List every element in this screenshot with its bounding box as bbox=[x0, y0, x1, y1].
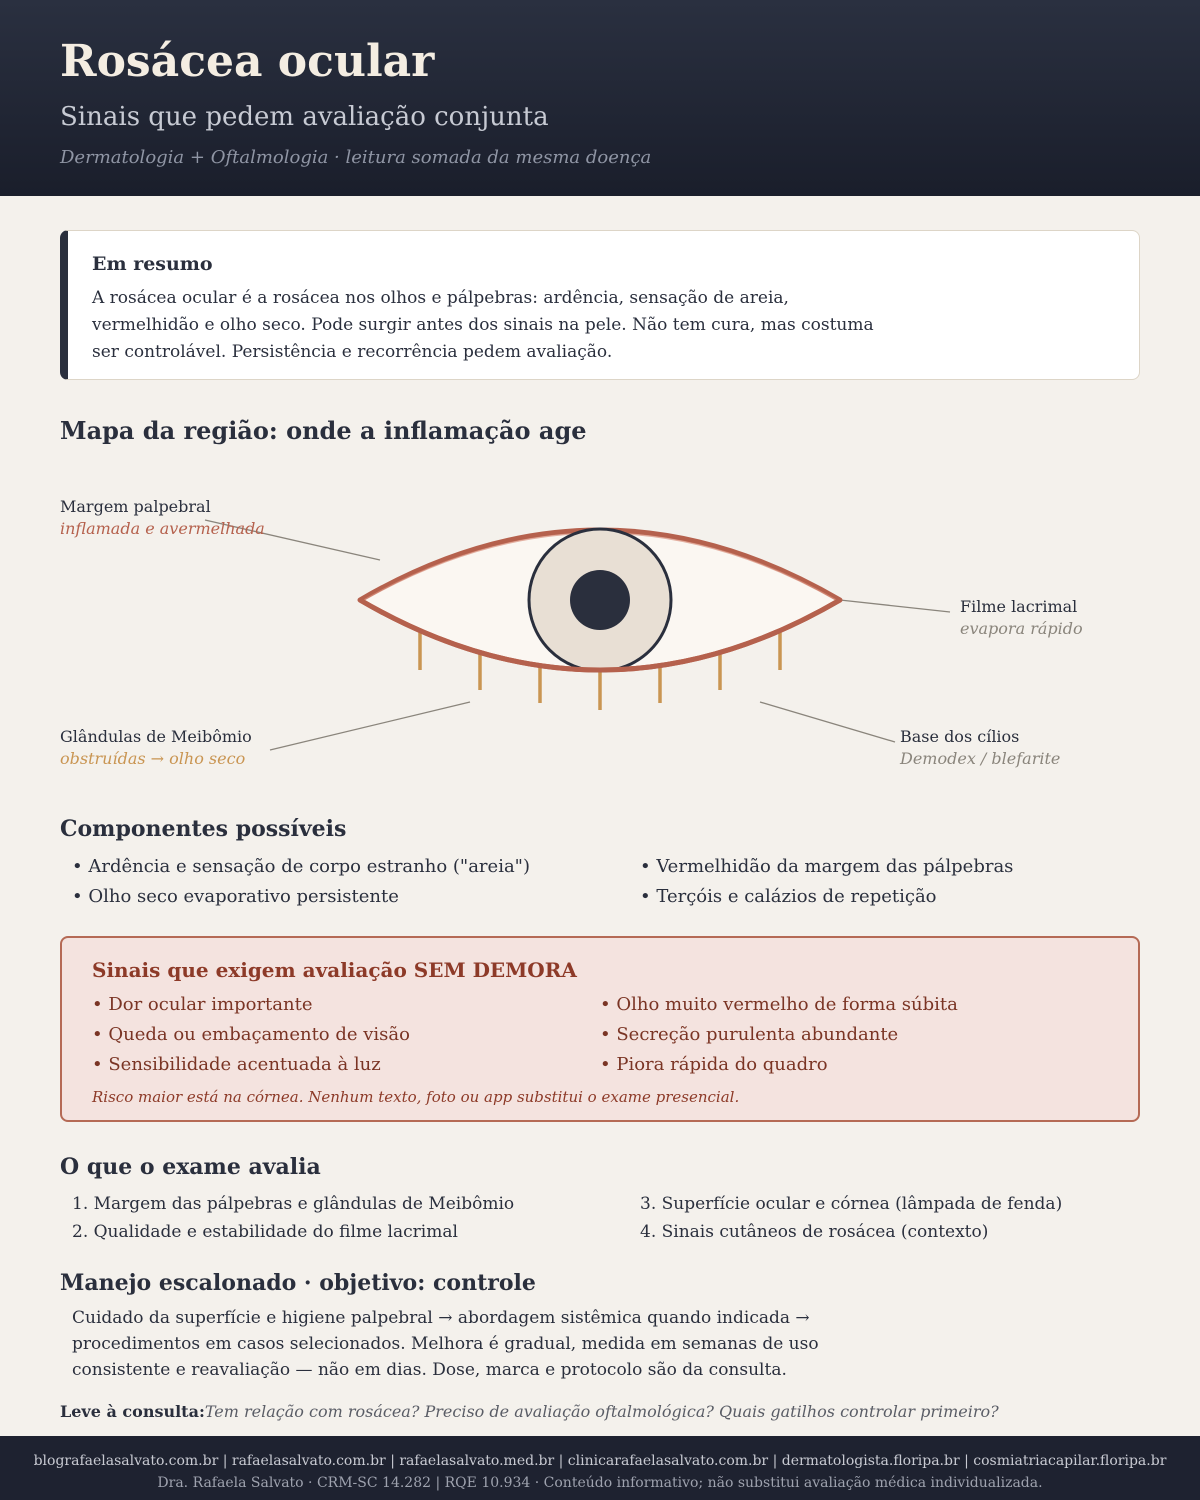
ask-questions: Tem relação com rosácea? Preciso de avaliação oftalmológica? Quais gatilhos controlar primeiro? bbox=[204, 1402, 999, 1421]
exam-list bbox=[72, 1190, 1062, 1246]
management-text: Cuidado da superfície e higiene palpebral → abordagem sistêmica quando indicada → procedimentos em casos selecionados. Melhora é gradual, medida em semanas de uso consistente e reavaliação — não em dias. Dose, marca e protocolo são da consulta. bbox=[72, 1308, 819, 1380]
eye-map bbox=[0, 470, 1200, 790]
label-margem-palpebral bbox=[60, 496, 265, 540]
ask-line bbox=[60, 1400, 999, 1424]
list-item: • Terçóis e calázios de repetição bbox=[640, 886, 937, 907]
list-item: • Secreção purulenta abundante bbox=[600, 1024, 899, 1045]
components-list bbox=[72, 852, 1013, 912]
page-footer bbox=[0, 1436, 1200, 1500]
list-item: • Piora rápida do quadro bbox=[600, 1054, 828, 1075]
list-item: • Vermelhidão da margem das pálpebras bbox=[640, 856, 1014, 877]
label-title: Base dos cílios bbox=[900, 727, 1020, 746]
list-item: 2. Qualidade e estabilidade do filme lacrimal bbox=[72, 1222, 458, 1242]
urgent-left bbox=[92, 990, 600, 1080]
components-title: Componentes possíveis bbox=[60, 816, 347, 842]
list-item: • Sensibilidade acentuada à luz bbox=[92, 1054, 381, 1075]
list-item: • Olho seco evaporativo persistente bbox=[72, 886, 399, 907]
label-sub: Demodex / blefarite bbox=[900, 749, 1061, 768]
list-item: 1. Margem das pálpebras e glândulas de Meibômio bbox=[72, 1194, 515, 1214]
page-header bbox=[0, 0, 1200, 196]
exam-title: O que o exame avalia bbox=[60, 1154, 321, 1180]
list-item: 3. Superfície ocular e córnea (lâmpada de fenda) bbox=[640, 1194, 1063, 1214]
list-item: • Dor ocular importante bbox=[92, 994, 313, 1015]
summary-text: A rosácea ocular é a rosácea nos olhos e pálpebras: ardência, sensação de areia, vermelhidão e olho seco. Pode surgir antes dos sinais na pele. Não tem cura, mas costuma ser controlável. Persistência e recorrência pedem avaliação. bbox=[92, 288, 874, 362]
urgent-signs-title: Sinais que exigem avaliação SEM DEMORA bbox=[92, 958, 577, 982]
exam-left bbox=[72, 1190, 640, 1246]
list-item: • Queda ou embaçamento de visão bbox=[92, 1024, 410, 1045]
exam-right bbox=[640, 1190, 1062, 1246]
urgent-signs-list bbox=[92, 990, 1108, 1080]
page-title: Rosácea ocular bbox=[60, 36, 435, 87]
pointer-line-cilios bbox=[760, 702, 895, 742]
list-item: • Ardência e sensação de corpo estranho ("areia") bbox=[72, 856, 530, 877]
list-item: 4. Sinais cutâneos de rosácea (contexto) bbox=[640, 1222, 989, 1242]
pupil bbox=[570, 570, 630, 630]
management-title: Manejo escalonado · objetivo: controle bbox=[60, 1270, 536, 1296]
footer-links: blografaelasalvato.com.br | rafaelasalvato.com.br | rafaelasalvato.med.br | clinicarafaelasalvato.com.br | dermatologista.floripa.br | cosmiatriacapilar.floripa.br bbox=[33, 1453, 1167, 1469]
list-item: • Olho muito vermelho de forma súbita bbox=[600, 994, 958, 1015]
label-sub: inflamada e avermelhada bbox=[60, 519, 265, 538]
summary-box bbox=[60, 230, 1140, 380]
summary-heading: Em resumo bbox=[92, 253, 213, 275]
label-title: Filme lacrimal bbox=[960, 597, 1078, 616]
components-right bbox=[640, 852, 1013, 912]
label-sub: evapora rápido bbox=[960, 619, 1083, 638]
label-sub: obstruídas → olho seco bbox=[60, 749, 246, 768]
label-filme-lacrimal bbox=[960, 596, 1083, 640]
label-glandulas-meibomio bbox=[60, 726, 252, 770]
label-title: Margem palpebral bbox=[60, 497, 211, 516]
components-left bbox=[72, 852, 640, 912]
pointer-line-glandulas bbox=[270, 702, 470, 750]
urgent-right bbox=[600, 990, 1108, 1080]
page-subtitle: Sinais que pedem avaliação conjunta bbox=[60, 102, 549, 132]
label-base-cilios bbox=[900, 726, 1060, 770]
pointer-line-filme bbox=[840, 600, 950, 612]
urgent-signs-box bbox=[60, 936, 1140, 1122]
footer-credit: Dra. Rafaela Salvato · CRM-SC 14.282 | RQE 10.934 · Conteúdo informativo; não substitui avaliação médica individualizada. bbox=[157, 1475, 1043, 1491]
label-title: Glândulas de Meibômio bbox=[60, 727, 252, 746]
page-tagline: Dermatologia + Oftalmologia · leitura somada da mesma doença bbox=[60, 147, 652, 168]
ask-label: Leve à consulta: bbox=[60, 1402, 205, 1421]
map-title: Mapa da região: onde a inflamação age bbox=[60, 416, 587, 445]
urgent-note: Risco maior está na córnea. Nenhum texto, foto ou app substitui o exame presencial. bbox=[92, 1088, 740, 1106]
